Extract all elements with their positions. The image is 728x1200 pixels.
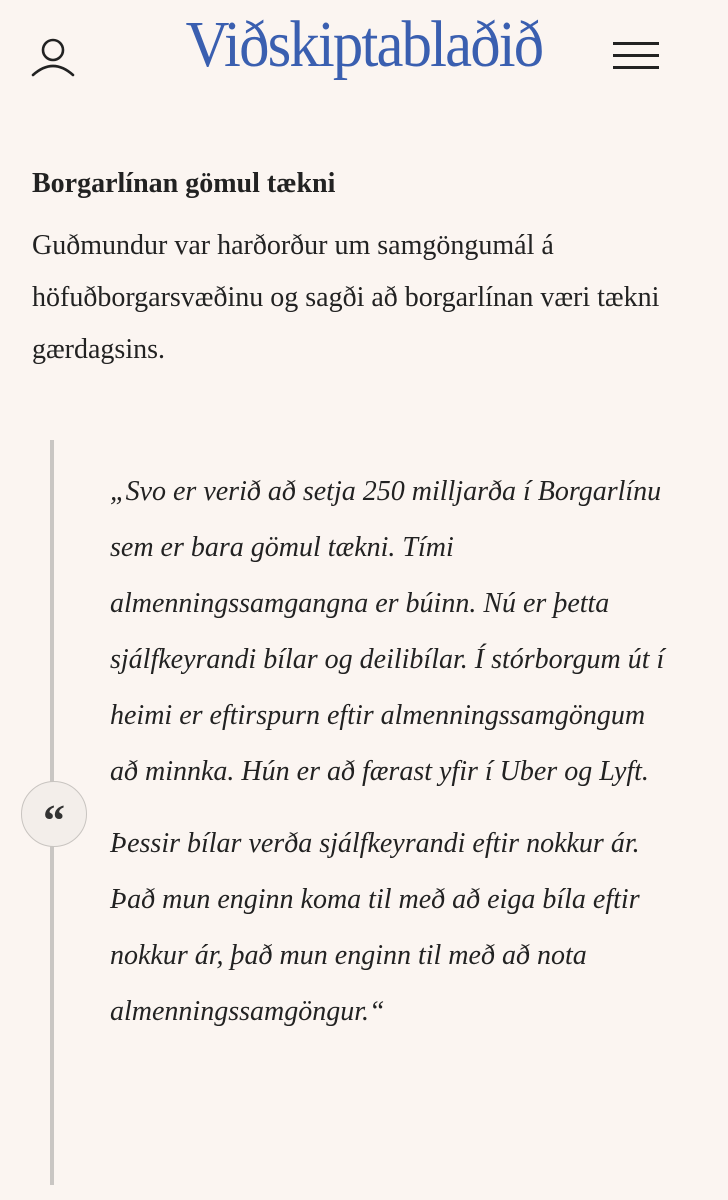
site-logo[interactable]: Viðskiptablaðið <box>185 8 543 81</box>
article-paragraph: Guðmundur var harðorður um samgöngumál á höfuðborgarsvæðinu og sagði að borgarlínan væri tækni gærdagsins. <box>32 230 660 365</box>
site-header <box>0 0 728 110</box>
quote-text <box>110 464 670 1040</box>
article-subheading: Borgarlínan gömul tækni <box>32 168 336 199</box>
hamburger-menu-graphic <box>613 42 659 70</box>
article-body <box>32 166 692 376</box>
quote-paragraph: Þessir bílar verða sjálfkeyrandi eftir nokkur ár. Það mun enginn koma til með að eiga bíla eftir nokkur ár, það mun enginn til með að nota almenningssamgöngur.“ <box>110 828 640 1027</box>
quote-paragraph: „Svo er verið að setja 250 milljarða í Borgarlínu sem er bara gömul tækni. Tími almenningssamgangna er búinn. Nú er þetta sjálfkeyrandi bílar og deilibílar. Í stórborgum út í heimi er eftirspurn eftir almenningssamgöngum að minnka. Hún er að færast yfir í Uber og Lyft. <box>110 476 665 787</box>
hamburger-menu-icon[interactable] <box>613 42 659 70</box>
quote-mark-icon <box>21 781 87 847</box>
pull-quote <box>0 440 728 1200</box>
quote-mark-glyph: “ <box>43 796 65 845</box>
